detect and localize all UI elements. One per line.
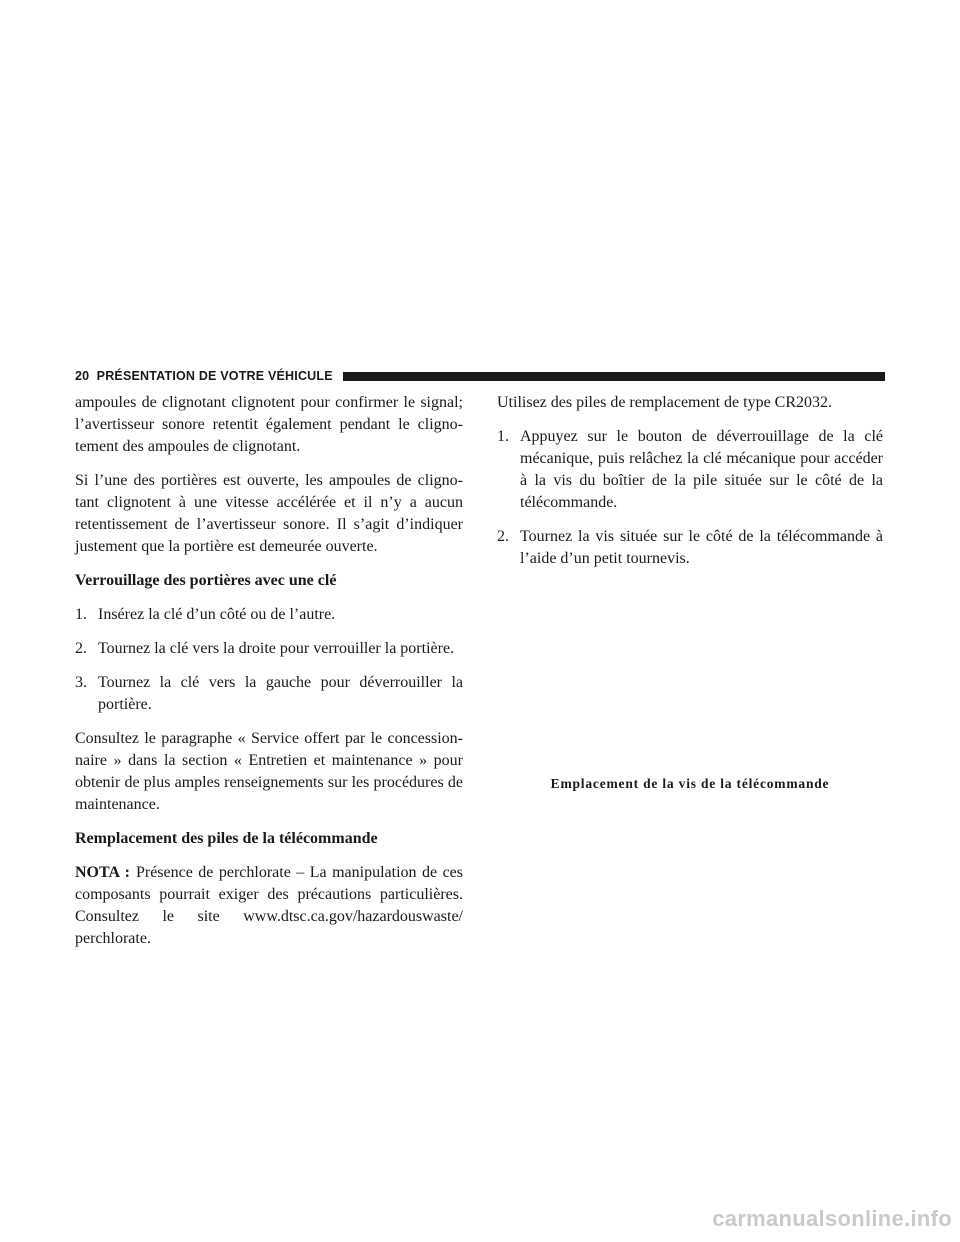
step-number: 3.: [75, 674, 87, 691]
watermark: carmanualsonline.info: [712, 1206, 952, 1231]
note-text: Présence de perchlorate – La manipulation de ces composants pourrait exiger des précautions particulières. Consultez le site www.dtsc.ca.gov/hazardouswaste/ perchlorate.: [75, 864, 464, 947]
list-item: [497, 426, 883, 514]
step-text: Tournez la clé vers la gauche pour déverrouiller la portière.: [98, 674, 463, 713]
paragraph-dealer-service: Consultez le paragraphe « Service offert par le concession-naire » dans la section « Entretien et maintenance » pour obtenir de plus amples renseignements sur les procédures de maintenance.: [75, 730, 463, 813]
header-text: [75, 368, 333, 384]
section-title: PRÉSENTATION DE VOTRE VÉHICULE: [96, 369, 333, 383]
list-item: [75, 604, 463, 626]
header-rule: [343, 372, 885, 381]
note-label: NOTA :: [75, 864, 130, 881]
page-header: [75, 368, 885, 384]
list-item: [75, 672, 463, 716]
figure-caption: Emplacement de la vis de la télécommande: [550, 776, 830, 791]
list-item: [75, 638, 463, 660]
step-number: 1.: [497, 428, 509, 445]
step-text: Tournez la clé vers la droite pour verrouiller la portière.: [98, 640, 455, 657]
paragraph-door-open: Si l’une des portières est ouverte, les ampoules de cligno-tant clignotent à une vitesse accélérée et il n’y a aucun retentissement de l’avertisseur sonore. Il s’agit d’indiquer justement que la portière est demeurée ouverte.: [75, 472, 463, 555]
page-number: 20: [75, 369, 90, 383]
heading-key-locking: Verrouillage des portières avec une clé: [75, 572, 337, 589]
note-paragraph: [75, 862, 463, 950]
step-number: 2.: [497, 528, 509, 545]
step-text: Insérez la clé d’un côté ou de l’autre.: [98, 606, 336, 623]
left-column: [75, 392, 463, 962]
step-number: 1.: [75, 606, 87, 623]
step-text: Appuyez sur le bouton de déverrouillage de la clé mécanique, puis relâchez la clé mécanique pour accéder à la vis du boîtier de la pile située sur le côté de la télécommande.: [520, 428, 883, 511]
paragraph-signal: ampoules de clignotant clignotent pour confirmer le signal; l’avertisseur sonore retentit également pendant le cligno-tement des ampoules de clignotant.: [75, 394, 463, 455]
step-text: Tournez la vis située sur le côté de la télécommande à l’aide d’un petit tournevis.: [520, 528, 883, 567]
heading-battery-replacement: Remplacement des piles de la télécommande: [75, 830, 378, 847]
step-number: 2.: [75, 640, 87, 657]
paragraph-battery-type: Utilisez des piles de remplacement de type CR2032.: [497, 394, 833, 411]
figure-placeholder: [497, 545, 883, 773]
